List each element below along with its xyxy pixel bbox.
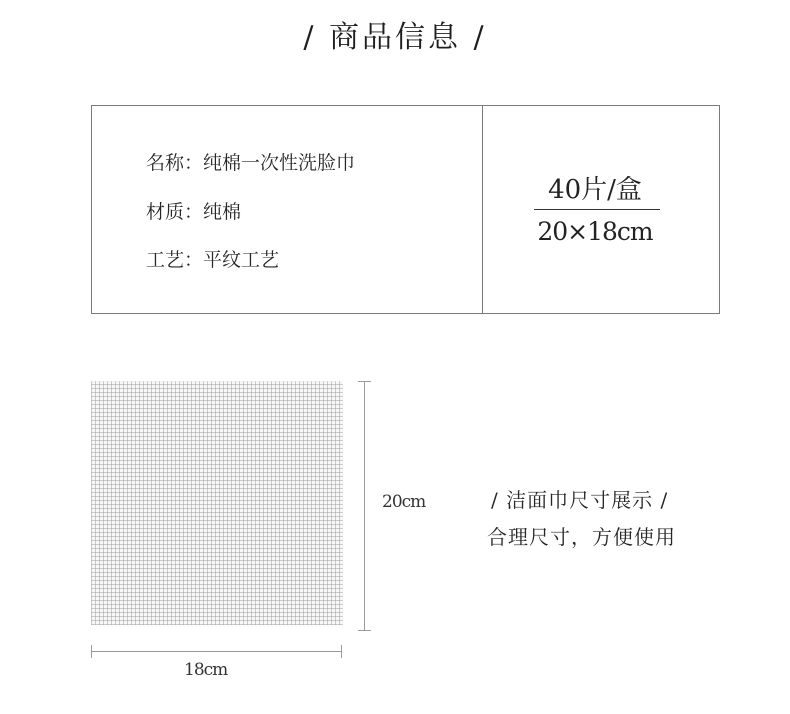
fraction-line: [534, 209, 660, 210]
towel-illustration: [91, 381, 343, 625]
height-dimension-line: [364, 381, 365, 631]
spec-material: 材质：纯棉: [146, 201, 242, 223]
height-tick-bottom: [358, 630, 371, 631]
size-caption-subtext: 合理尺寸，方便使用: [487, 525, 676, 549]
package-quantity: 40片/盒: [548, 175, 642, 205]
product-info-box: [91, 105, 720, 314]
width-dimension-line: [91, 651, 342, 652]
package-size: 20×18cm: [537, 217, 653, 246]
size-caption-heading: / 洁面巾尺寸展示 /: [491, 488, 669, 512]
height-tick-top: [358, 381, 371, 382]
spec-name: 名称：纯棉一次性洗脸巾: [146, 152, 356, 174]
section-title: / 商品信息 /: [303, 20, 487, 55]
width-tick-right: [341, 645, 342, 658]
box-divider: [482, 106, 483, 313]
width-tick-left: [91, 645, 92, 658]
width-label: 18cm: [184, 660, 228, 680]
height-label: 20cm: [382, 492, 426, 512]
spec-craft: 工艺：平纹工艺: [146, 249, 280, 271]
